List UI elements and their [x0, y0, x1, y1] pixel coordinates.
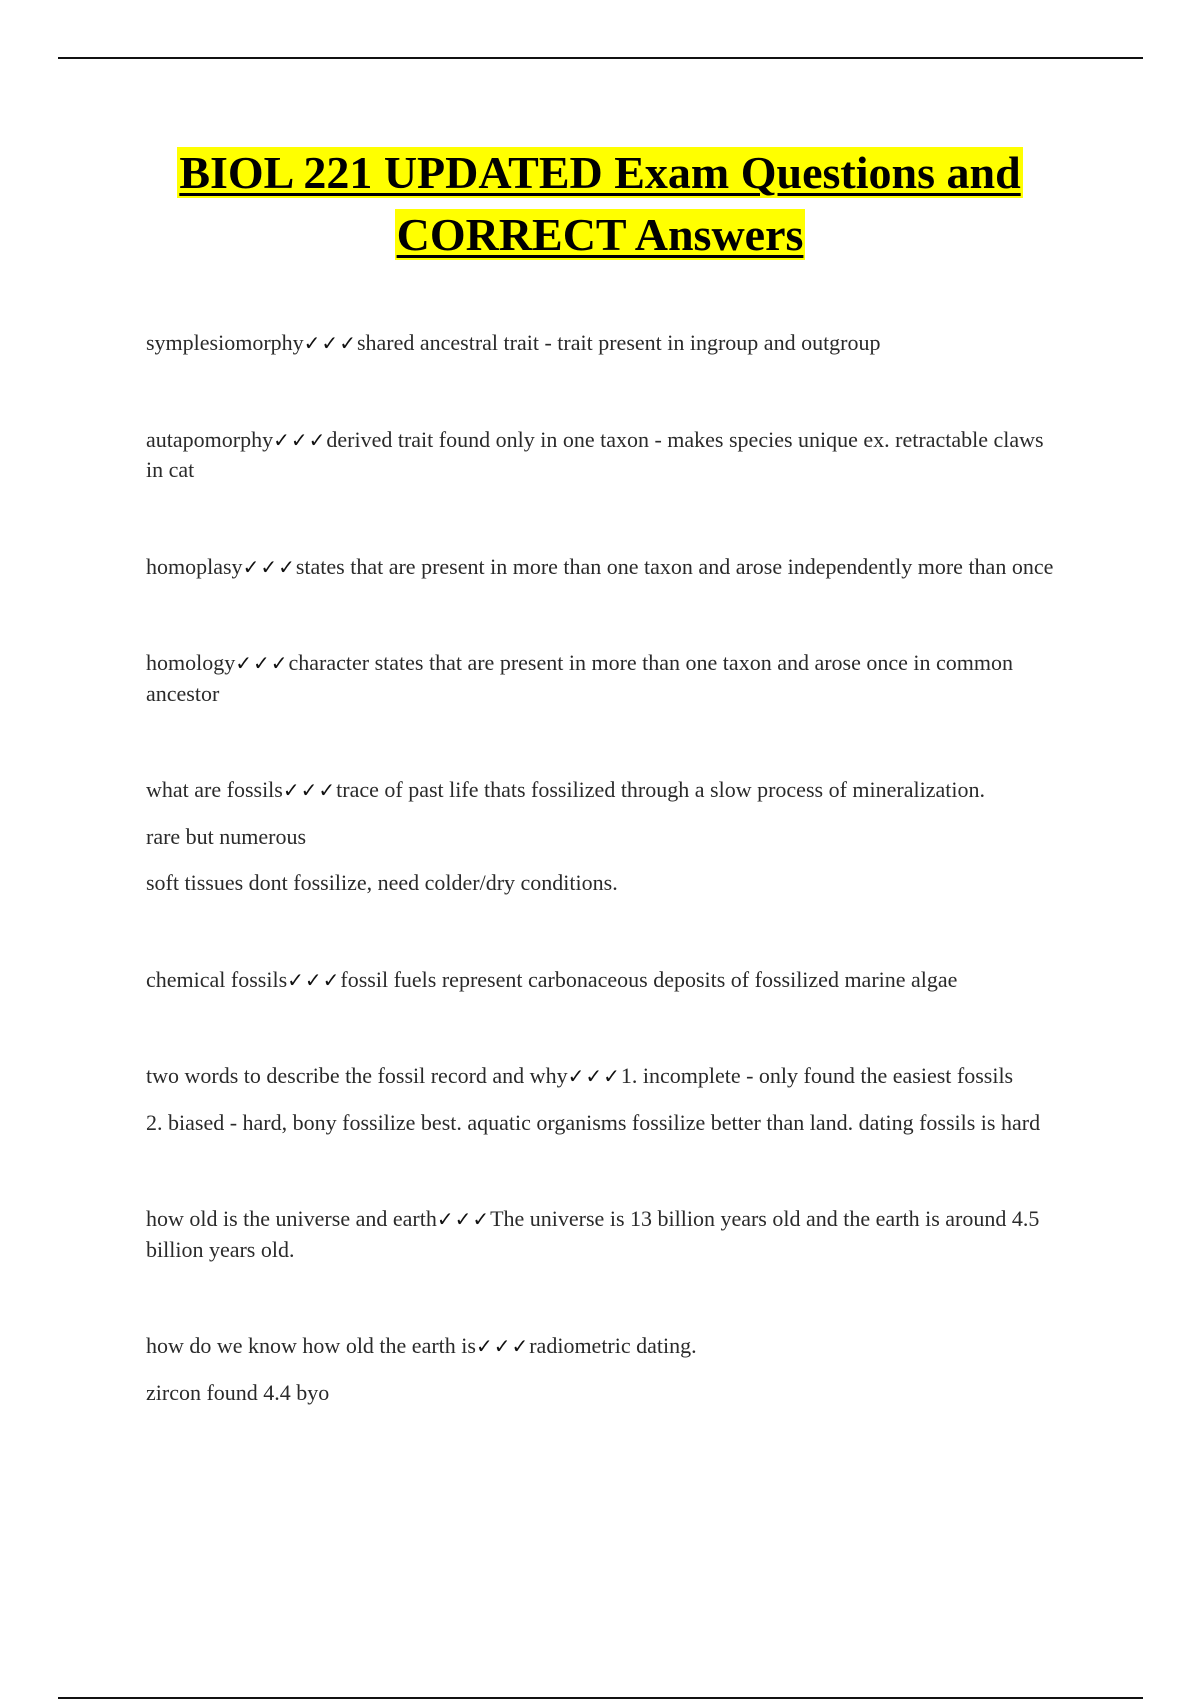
qa-definition: character states that are present in more than one taxon and arose once in common ancestor: [146, 650, 1014, 706]
checkmarks-icon: ✓✓✓: [303, 331, 357, 355]
qa-question-line: [146, 1331, 1066, 1362]
title-line-1: BIOL 221 UPDATED Exam Questions and: [179, 147, 1021, 198]
qa-definition: derived trait found only in one taxon - makes species unique ex. retractable claws in cat: [146, 426, 1044, 482]
qa-term: symplesiomorphy: [146, 330, 304, 355]
top-rule: [58, 57, 1143, 59]
qa-definition: radiometric dating.: [529, 1333, 697, 1358]
checkmarks-icon: ✓✓✓: [287, 967, 341, 992]
title-line-2: CORRECT Answers: [396, 209, 804, 260]
qa-item: [146, 425, 1066, 486]
qa-definition: trace of past life thats fossilized through a slow process of mineralization.: [336, 777, 985, 802]
qa-item: [146, 775, 1066, 899]
qa-item: [146, 648, 1066, 709]
qa-question-line: [146, 1061, 1066, 1092]
qa-question-line: [146, 328, 1066, 359]
qa-item: [146, 1331, 1066, 1408]
qa-definition: 1. incomplete - only found the easiest fossils: [620, 1063, 1014, 1088]
qa-definition: The universe is 13 billion years old and the earth is around 4.5 billion years old.: [146, 1206, 1040, 1262]
qa-term: how do we know how old the earth is: [146, 1333, 476, 1358]
qa-item: [146, 1204, 1066, 1265]
qa-term: what are fossils: [146, 777, 283, 802]
qa-definition: fossil fuels represent carbonaceous deposits of fossilized marine algae: [340, 966, 958, 992]
checkmarks-icon: ✓✓✓: [273, 427, 327, 452]
qa-term: homology: [146, 650, 236, 675]
checkmarks-icon: ✓✓✓: [282, 778, 337, 802]
qa-term: autapomorphy: [146, 426, 274, 452]
qa-question-line: [146, 552, 1066, 583]
qa-question-line: [146, 425, 1066, 486]
qa-question-line: [146, 775, 1066, 806]
qa-question-line: [146, 1204, 1066, 1265]
checkmarks-icon: ✓✓✓: [235, 651, 289, 675]
qa-term: how old is the universe and earth: [146, 1206, 437, 1231]
qa-term: homoplasy: [146, 553, 243, 579]
qa-extra-line: 2. biased - hard, bony fossilize best. aquatic organisms fossilize better than land. dating fossils is hard: [146, 1109, 1041, 1135]
qa-term: chemical fossils: [146, 966, 288, 992]
qa-extra-line: zircon found 4.4 byo: [146, 1379, 330, 1405]
qa-item: [146, 328, 1066, 359]
checkmarks-icon: ✓✓✓: [475, 1334, 530, 1358]
qa-question-line: [146, 648, 1066, 709]
qa-list: [146, 328, 1066, 1474]
qa-definition: states that are present in more than one taxon and arose independently more than once: [295, 553, 1054, 579]
qa-extra-line: soft tissues dont fossilize, need colder/dry conditions.: [146, 870, 618, 895]
checkmarks-icon: ✓✓✓: [242, 554, 296, 579]
document-title: [0, 142, 1200, 266]
checkmarks-icon: ✓✓✓: [567, 1064, 621, 1088]
bottom-rule: [58, 1697, 1143, 1699]
qa-item: [146, 1061, 1066, 1138]
qa-question-line: [146, 965, 1066, 996]
qa-definition: shared ancestral trait - trait present in ingroup and outgroup: [356, 330, 881, 355]
qa-item: [146, 965, 1066, 996]
qa-term: two words to describe the fossil record and why: [146, 1063, 568, 1088]
qa-item: [146, 552, 1066, 583]
qa-extra-line: rare but numerous: [146, 823, 307, 849]
checkmarks-icon: ✓✓✓: [436, 1207, 491, 1231]
